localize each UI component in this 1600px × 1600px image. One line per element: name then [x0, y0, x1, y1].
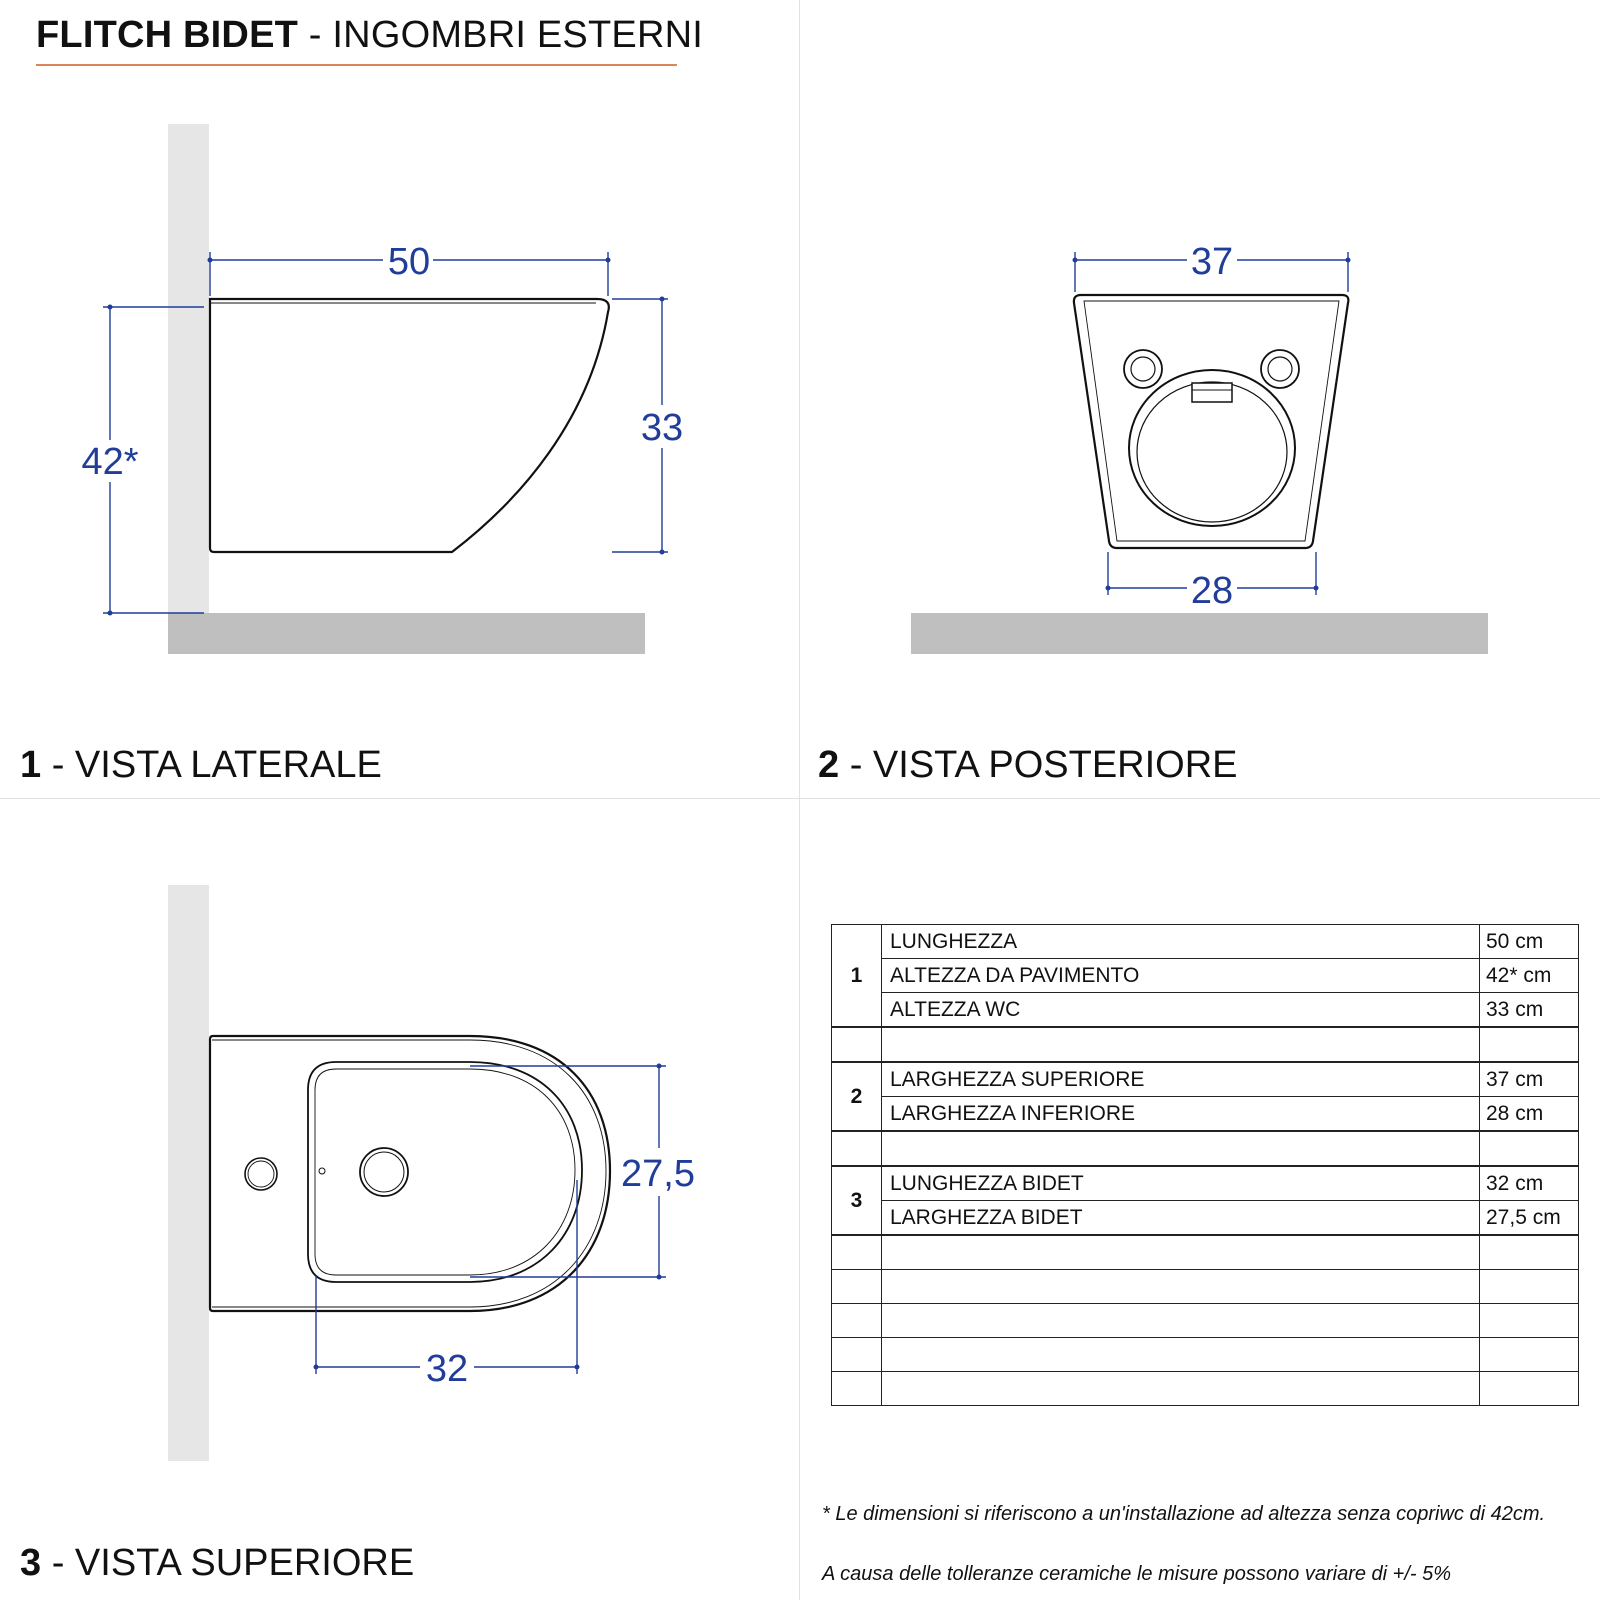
- top-view-drawing: [168, 885, 695, 1461]
- top-drain-hole: [360, 1148, 408, 1196]
- table-row: [832, 1097, 1579, 1132]
- view-number: 1: [20, 744, 42, 786]
- view-title: - VISTA SUPERIORE: [41, 1542, 415, 1584]
- table-cell-label: [882, 1372, 1480, 1406]
- dim-side-height: 33: [640, 407, 684, 449]
- view-number: 2: [818, 744, 840, 786]
- dim-top-width: 27,5: [621, 1153, 695, 1195]
- table-group-number: [832, 1338, 882, 1372]
- table-row: [832, 1062, 1579, 1097]
- table-group-number: 1: [832, 925, 882, 1028]
- side-view-drawing: [81, 124, 683, 654]
- table-group-number: 3: [832, 1166, 882, 1235]
- table-cell-value: [1480, 1372, 1579, 1406]
- title-subtitle: - INGOMBRI ESTERNI: [298, 14, 703, 56]
- view-label-rear: [818, 744, 1238, 787]
- dim-rear-top-width: 37: [1190, 241, 1234, 283]
- top-overflow-hole: [319, 1168, 325, 1174]
- table-group-number: 2: [832, 1062, 882, 1131]
- table-group-number: [832, 1270, 882, 1304]
- table-cell-value: [1480, 1270, 1579, 1304]
- table-cell-value: 42* cm: [1480, 959, 1579, 993]
- table-group-number: [832, 1235, 882, 1270]
- title-product: FLITCH BIDET: [36, 14, 299, 56]
- view-title: - VISTA LATERALE: [41, 744, 382, 786]
- dim-top-length: 32: [425, 1348, 469, 1390]
- table-row: [832, 1304, 1579, 1338]
- table-cell-label: LARGHEZZA SUPERIORE: [882, 1062, 1480, 1097]
- table-row: [832, 1235, 1579, 1270]
- rear-floor: [911, 613, 1488, 654]
- table-cell-label: [882, 1270, 1480, 1304]
- table-cell-value: [1480, 1027, 1579, 1062]
- rear-view-drawing: [911, 241, 1488, 654]
- table-row: [832, 1131, 1579, 1166]
- footnote-installation: * Le dimensioni si riferiscono a un'installazione ad altezza senza copriwc di 42cm.: [822, 1503, 1546, 1525]
- table-cell-value: [1480, 1304, 1579, 1338]
- table-cell-label: LUNGHEZZA: [882, 925, 1480, 959]
- dim-side-length: 50: [387, 241, 431, 283]
- dimensions-table: [831, 924, 1579, 1406]
- table-cell-value: 50 cm: [1480, 925, 1579, 959]
- table-row: [832, 925, 1579, 959]
- side-wall: [168, 124, 209, 654]
- view-title: - VISTA POSTERIORE: [839, 744, 1238, 786]
- rear-fixing-hole-left: [1124, 350, 1162, 388]
- table-cell-value: [1480, 1131, 1579, 1166]
- table-cell-value: 37 cm: [1480, 1062, 1579, 1097]
- view-number: 3: [20, 1542, 42, 1584]
- table-cell-label: [882, 1131, 1480, 1166]
- table-group-number: [832, 1304, 882, 1338]
- table-cell-label: LUNGHEZZA BIDET: [882, 1166, 1480, 1201]
- table-cell-label: LARGHEZZA BIDET: [882, 1201, 1480, 1236]
- table-row: [832, 1201, 1579, 1236]
- top-wall: [168, 885, 209, 1461]
- table-cell-label: LARGHEZZA INFERIORE: [882, 1097, 1480, 1132]
- table-row: [832, 1338, 1579, 1372]
- table-cell-value: [1480, 1338, 1579, 1372]
- table-cell-label: [882, 1338, 1480, 1372]
- table-cell-value: [1480, 1235, 1579, 1270]
- table-row: [832, 959, 1579, 993]
- table-cell-label: ALTEZZA DA PAVIMENTO: [882, 959, 1480, 993]
- side-floor: [168, 613, 645, 654]
- table-cell-label: [882, 1235, 1480, 1270]
- table-cell-value: 28 cm: [1480, 1097, 1579, 1132]
- table-row: [832, 1166, 1579, 1201]
- footnote-tolerance: A causa delle tolleranze ceramiche le misure possono variare di +/- 5%: [822, 1563, 1452, 1585]
- table-cell-label: [882, 1304, 1480, 1338]
- table-row: [832, 1027, 1579, 1062]
- view-label-side: [20, 744, 382, 787]
- table-cell-value: 33 cm: [1480, 993, 1579, 1028]
- top-tap-hole: [245, 1158, 277, 1190]
- table-group-number: [832, 1372, 882, 1406]
- table-cell-value: 32 cm: [1480, 1166, 1579, 1201]
- table-group-number: [832, 1131, 882, 1166]
- view-label-top: [20, 1542, 414, 1585]
- table-cell-value: 27,5 cm: [1480, 1201, 1579, 1236]
- dim-rear-bottom-width: 28: [1190, 570, 1234, 612]
- table-row: [832, 1270, 1579, 1304]
- rear-fixing-hole-right: [1261, 350, 1299, 388]
- table-row: [832, 1372, 1579, 1406]
- side-bidet-outline: [210, 299, 609, 552]
- table-row: [832, 993, 1579, 1028]
- table-cell-label: ALTEZZA WC: [882, 993, 1480, 1028]
- table-cell-label: [882, 1027, 1480, 1062]
- table-group-number: [832, 1027, 882, 1062]
- dim-side-floor-height: 42*: [81, 441, 139, 483]
